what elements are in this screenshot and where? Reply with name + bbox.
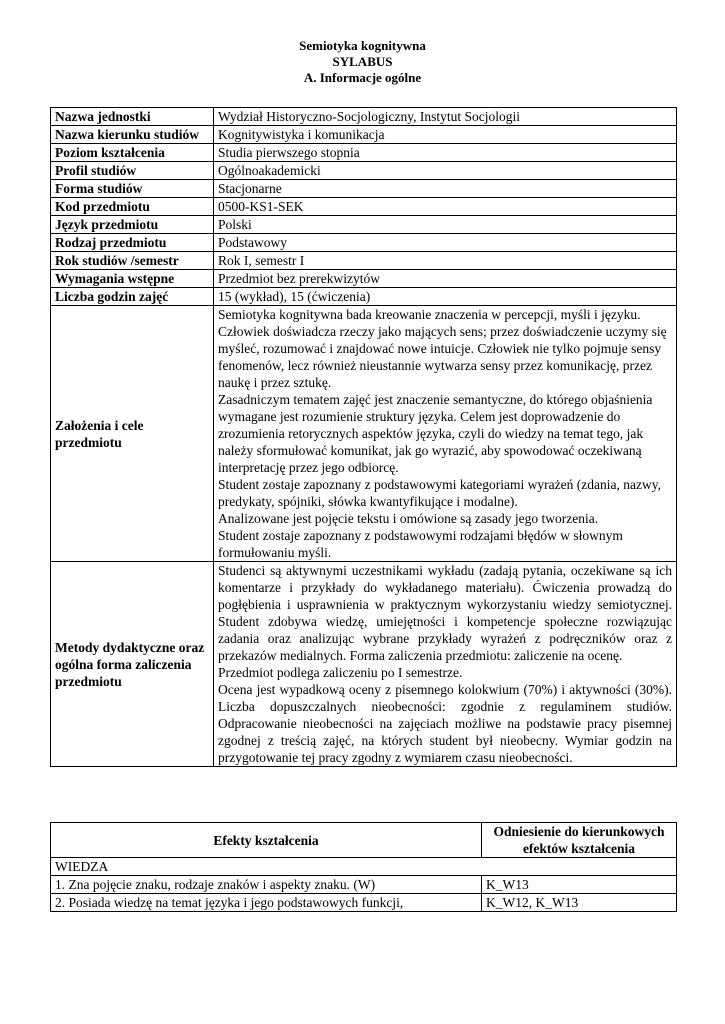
- table-row: [51, 876, 677, 894]
- table-row: [51, 288, 677, 306]
- section-heading: A. Informacje ogólne: [303, 70, 422, 85]
- table-row: [51, 144, 677, 162]
- goals-paragraph: Analizowane jest pojęcie tekstu i omówione są zasady jego tworzenia.: [218, 511, 599, 526]
- reference-column-header: Odniesienie do kierunkowych efektów kształcenia: [482, 823, 677, 858]
- table-row: [51, 198, 677, 216]
- info-value: Polski: [214, 216, 677, 234]
- info-value: Stacjonarne: [214, 180, 677, 198]
- table-row: [51, 216, 677, 234]
- table-row: [51, 162, 677, 180]
- info-label: Profil studiów: [51, 162, 214, 180]
- methods-paragraph: Przedmiot podlega zaliczeniu po I semestrze.: [218, 665, 463, 680]
- goals-label: Założenia i cele przedmiotu: [51, 306, 214, 562]
- effect-text: 1. Zna pojęcie znaku, rodzaje znaków i aspekty znaku. (W): [51, 876, 482, 894]
- goals-row: [51, 306, 677, 562]
- info-label: Kod przedmiotu: [51, 198, 214, 216]
- table-row: [51, 894, 677, 912]
- info-label: Rodzaj przedmiotu: [51, 234, 214, 252]
- general-info-table: [50, 107, 677, 767]
- goals-paragraph: Semiotyka kognitywna bada kreowanie znaczenia w percepcji, myśli i języku. Człowiek doświadcza rzeczy jako mających sens; przez doświadczenie uczymy się myśleć, rozumować i znajdować nowe intuicje. Człowiek nie tylko pojmuje sensy fenomenów, lecz również nieustannie wytwarza sensy przez komunikację, przez naukę i przez sztukę.: [218, 307, 667, 390]
- goals-paragraph: Student zostaje zapoznany z podstawowymi kategoriami wyrażeń (zdania, nazwy, predykaty, spójniki, słówka kwantyfikujące i modalne).: [218, 477, 661, 509]
- methods-paragraph: Studenci są aktywnymi uczestnikami wykładu (zadają pytania, oczekiwane są ich komentarze i przykłady do wykładanego materiału). Ćwiczenia prowadzą do pogłębienia i usprawnienia w praktycznym wykorzystaniu wiedzy semiotycznej. Student zdobywa wiedzę, umiejętności i kompetencje społeczne rozwiązując zadania oraz analizując wybrane przykłady wyrażeń z podręczników oraz z przekazów medialnych. Forma zaliczenia przedmiotu: zaliczenie na ocenę.: [218, 563, 672, 663]
- info-value: Wydział Historyczno-Socjologiczny, Instytut Socjologii: [214, 108, 677, 126]
- learning-outcomes-table: [50, 822, 677, 912]
- effect-text: 2. Posiada wiedzę na temat języka i jego podstawowych funkcji,: [51, 894, 482, 912]
- info-label: Język przedmiotu: [51, 216, 214, 234]
- methods-paragraph: Ocena jest wypadkową oceny z pisemnego kolokwium (70%) i aktywności (30%). Liczba dopuszczalnych nieobecności: zgodnie z regulaminem studiów. Odpracowanie nieobecności na zajęciach możliwe na podstawie pracy pisemnej zgodnej z treścią zajęć, na których student był nieobecny. Wymiar godzin na przygotowanie tej pracy zgodny z wymiarem czasu nieobecności.: [218, 682, 672, 765]
- info-label: Nazwa jednostki: [51, 108, 214, 126]
- effects-column-header: Efekty kształcenia: [51, 823, 482, 858]
- info-value: Rok I, semestr I: [214, 252, 677, 270]
- info-label: Forma studiów: [51, 180, 214, 198]
- info-value: 15 (wykład), 15 (ćwiczenia): [214, 288, 677, 306]
- table-row: [51, 126, 677, 144]
- table-row: [51, 270, 677, 288]
- table-row: [51, 108, 677, 126]
- info-label: Poziom kształcenia: [51, 144, 214, 162]
- info-value: Studia pierwszego stopnia: [214, 144, 677, 162]
- info-value: Przedmiot bez prerekwizytów: [214, 270, 677, 288]
- goals-paragraph: Zasadniczym tematem zajęć jest znaczenie semantyczne, do którego objaśnienia wymagane jest rozumienie struktury języka. Celem jest doprowadzenie do zrozumienia retorycznych aspektów języka, czyli do wiedzy na temat tego, jak należy sformułować komunikat, jak go wyrazić, aby spowodować oczekiwaną interpretację przez jego odbiorcę.: [218, 392, 653, 475]
- table-row: [51, 234, 677, 252]
- info-label: Liczba godzin zajęć: [51, 288, 214, 306]
- info-value: Podstawowy: [214, 234, 677, 252]
- methods-content: [214, 562, 677, 767]
- info-label: Wymagania wstępne: [51, 270, 214, 288]
- info-value: Ogólnoakademicki: [214, 162, 677, 180]
- goals-paragraph: Student zostaje zapoznany z podstawowymi rodzajami błędów w słownym formułowaniu myśli.: [218, 528, 623, 560]
- goals-content: [214, 306, 677, 562]
- info-value: 0500-KS1-SEK: [214, 198, 677, 216]
- table-row: [51, 252, 677, 270]
- syllabus-heading: SYLABUS: [332, 54, 393, 69]
- effect-reference: K_W12, K_W13: [482, 894, 677, 912]
- info-label: Rok studiów /semestr: [51, 252, 214, 270]
- table-row: [51, 180, 677, 198]
- course-title: Semiotyka kognitywna: [299, 38, 426, 53]
- section-row: [51, 858, 677, 876]
- methods-row: [51, 562, 677, 767]
- info-label: Nazwa kierunku studiów: [51, 126, 214, 144]
- methods-label: Metody dydaktyczne oraz ogólna forma zaliczenia przedmiotu: [51, 562, 214, 767]
- info-value: Kognitywistyka i komunikacja: [214, 126, 677, 144]
- effect-reference: K_W13: [482, 876, 677, 894]
- document-header: [0, 38, 725, 86]
- table-header-row: [51, 823, 677, 858]
- section-label: WIEDZA: [51, 858, 677, 876]
